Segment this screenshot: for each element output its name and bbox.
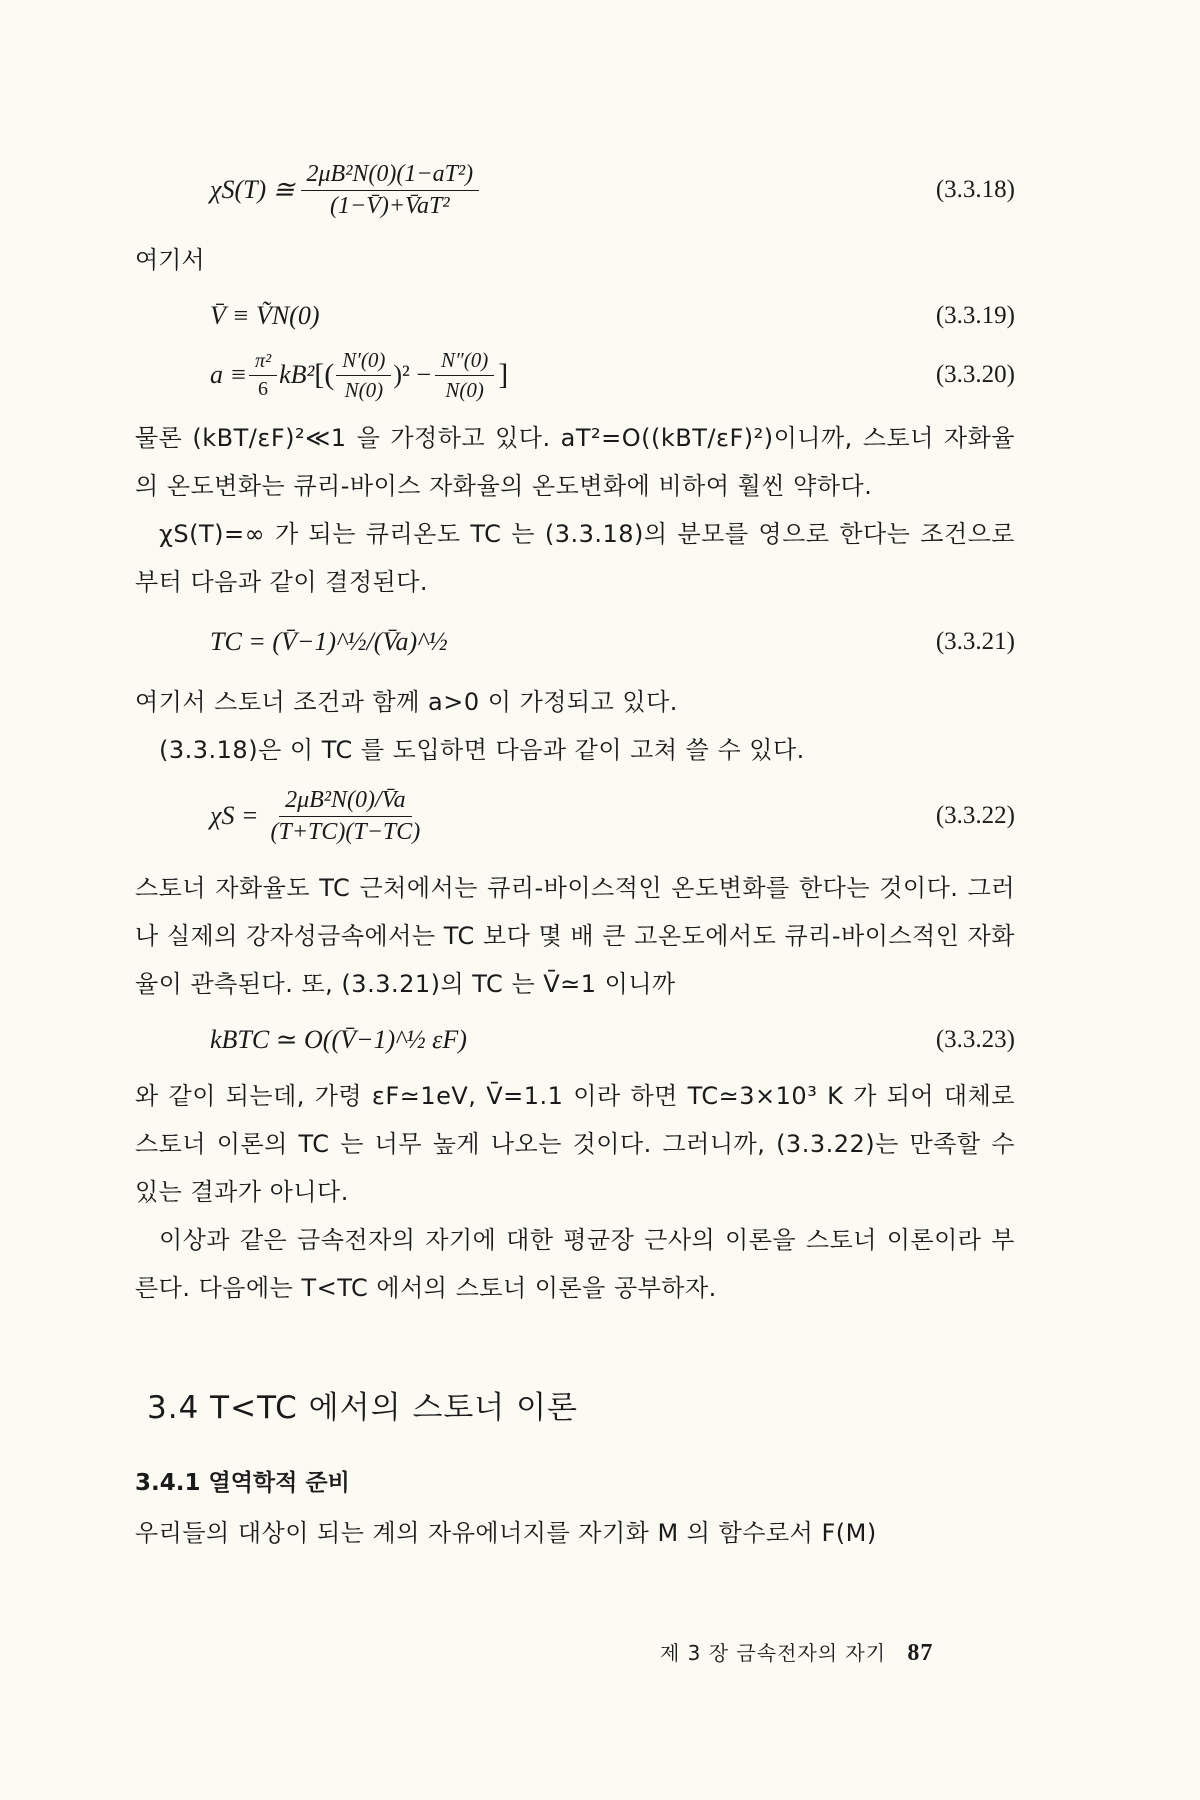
equation-3-3-23 — [135, 1008, 1015, 1072]
equation-number: (3.3.21) — [935, 628, 1015, 655]
eq-fraction — [264, 787, 426, 846]
paragraph: 우리들의 대상이 되는 계의 자유에너지를 자기화 M 의 함수로서 F(M) — [135, 1519, 877, 1547]
equation-3-3-20: a ≡ $\frac{\text{π²}}{6}$ kB² [( $\frac{N'(0)}{N(0)}$ )² − $\frac{N''(0)}{N(0)}$ ] (3.3.20) — [210, 347, 1015, 402]
equation-3-3-21 — [135, 606, 1015, 678]
paragraph: 물론 (kBT/εF)²≪1 을 가정하고 있다. aT²=O((kBT/εF)²)이니까, 스토너 자화율의 온도변화는 큐리-바이스 자화율의 온도변화에 비하여 훨씬 약하다. — [135, 424, 1015, 500]
page-footer — [660, 1637, 933, 1667]
paragraph: 이상과 같은 금속전자의 자기에 대한 평균장 근사의 이론을 스토너 이론이라 부른다. 다음에는 T<TC 에서의 스토너 이론을 공부하자. — [135, 1226, 1015, 1302]
eq-body: V̄ ≡ ṼN(0) — [210, 301, 320, 330]
page-content — [135, 150, 1015, 1557]
eq-numerator: 2μB²N(0)/V̄a — [279, 787, 412, 817]
eq-fraction-1: $\frac{N'(0)}{N(0)}$ — [336, 348, 391, 403]
equation-3-3-22 — [135, 774, 1015, 858]
eq-numerator: 2μB²N(0)(1−aT²) — [301, 161, 480, 191]
paragraph: 여기서 스토너 조건과 함께 a>0 이 가정되고 있다. — [135, 688, 678, 716]
equation-3-3-18 — [135, 150, 1015, 230]
section-title: 3.4 T<TC 에서의 스토너 이론 — [147, 1390, 578, 1426]
eq-denominator: (T+TC)(T−TC) — [270, 818, 421, 845]
equation-number: (3.3.22) — [935, 802, 1015, 829]
eq-lhs: a ≡ — [210, 360, 248, 389]
equation-number: (3.3.18) — [935, 176, 1015, 203]
eq-fraction — [301, 161, 480, 220]
eq-fraction-2: $\frac{N''(0)}{N(0)}$ — [435, 348, 494, 403]
page-number: 87 — [907, 1640, 934, 1666]
eq-fraction-coef: $\frac{\text{π²}}{6}$ — [249, 350, 277, 401]
equation-number: (3.3.19) — [935, 302, 1015, 329]
paragraph: (3.3.18)은 이 TC 를 도입하면 다음과 같이 고쳐 쓸 수 있다. — [159, 736, 805, 764]
eq-body: TC = (V̄−1)^½/(V̄a)^½ — [210, 627, 448, 656]
equation-number: (3.3.20) — [935, 361, 1015, 388]
eq-lhs: χS = — [210, 801, 259, 830]
eq-lhs: χS(T) ≅ — [210, 175, 295, 204]
equation-number: (3.3.23) — [935, 1026, 1015, 1053]
paragraph: 스토너 자화율도 TC 근처에서는 큐리-바이스적인 온도변화를 한다는 것이다. 그러나 실제의 강자성금속에서는 TC 보다 몇 배 큰 고온도에서도 큐리-바이스적인 자화율이 관측된다. 또, (3.3.21)의 TC 는 V̄≃1 이니까 — [135, 874, 1015, 998]
eq-denominator: (1−V̄)+V̄aT² — [330, 192, 450, 219]
eq-body: kBTC ≃ O((V̄−1)^½ εF) — [210, 1025, 467, 1054]
chapter-title: 제 3 장 금속전자의 자기 — [660, 1641, 887, 1665]
paragraph: χS(T)=∞ 가 되는 큐리온도 TC 는 (3.3.18)의 분모를 영으로 한다는 조건으로부터 다음과 같이 결정된다. — [135, 520, 1015, 596]
subsection-title: 3.4.1 열역학적 준비 — [135, 1470, 350, 1496]
where-label: 여기서 — [135, 246, 205, 274]
paragraph: 와 같이 되는데, 가령 εF≃1eV, V̄=1.1 이라 하면 TC≃3×10³ K 가 되어 대체로 스토너 이론의 TC 는 너무 높게 나오는 것이다. 그러니까, (3.3.22)는 만족할 수 있는 결과가 아니다. — [135, 1082, 1015, 1206]
equation-3-3-19 — [135, 290, 1015, 342]
